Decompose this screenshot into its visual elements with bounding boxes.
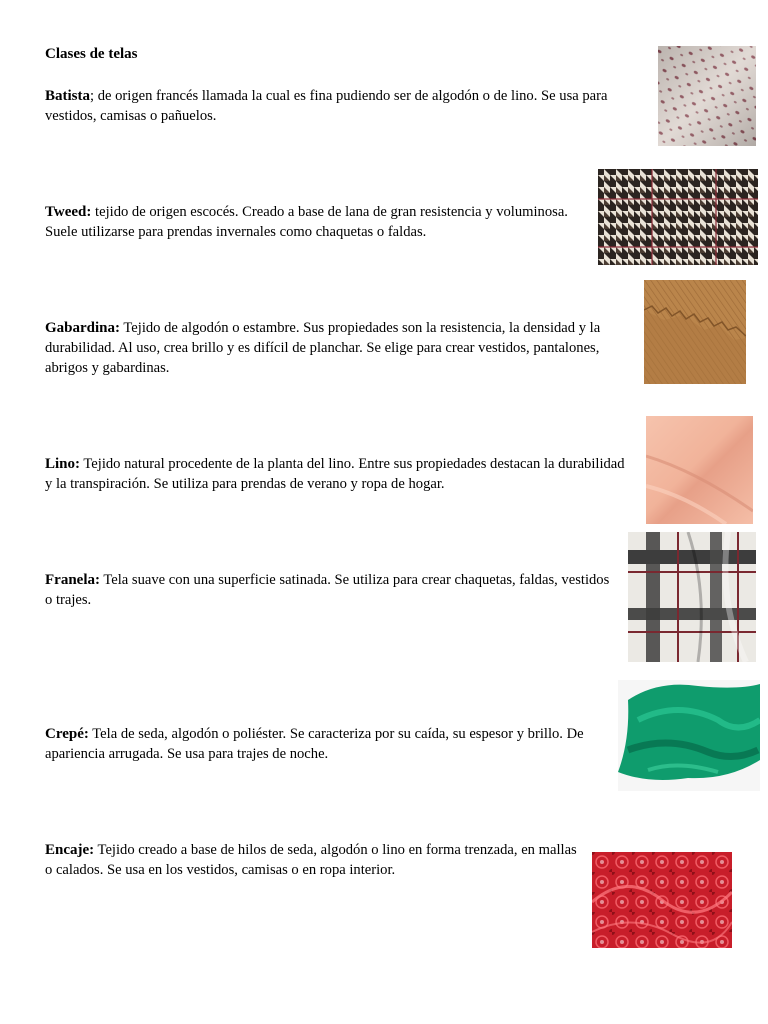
fabric-term: Tweed: xyxy=(45,204,92,220)
page-title: Clases de telas xyxy=(45,46,138,62)
fabric-description: Tejido creado a base de hilos de seda, algodón o lino en forma trenzada, en mallas o calados. Se usa en los vestidos, camisas o en ropa interior. xyxy=(45,842,577,878)
fabric-term: Lino: xyxy=(45,456,81,472)
lace-fabric-image xyxy=(592,852,732,948)
fabric-term: Franela: xyxy=(45,572,100,588)
fabric-description: de origen francés llamada la cual es fina pudiendo ser de algodón o de lino. Se usa para vestidos, camisas o pañuelos. xyxy=(45,88,608,124)
fabric-description: Tela de seda, algodón o poliéster. Se caracteriza por su caída, su espesor y brillo. De apariencia arrugada. Se usa para trajes de noche. xyxy=(45,726,584,762)
fabric-term: Encaje: xyxy=(45,842,95,858)
fabric-term: Gabardina: xyxy=(45,320,121,336)
batiste-fabric-image xyxy=(658,46,756,146)
crepe-fabric-image xyxy=(618,680,760,791)
fabric-entry-gabardina xyxy=(45,318,635,378)
fabric-entry-crepe xyxy=(45,724,605,764)
fabric-entry-tweed xyxy=(45,202,585,242)
fabric-entry-franela xyxy=(45,570,615,610)
flannel-fabric-image xyxy=(628,532,756,662)
fabric-description: Tela suave con una superficie satinada. Se utiliza para crear chaquetas, faldas, vestidos o trajes. xyxy=(45,572,610,608)
gabardine-fabric-image xyxy=(644,280,746,384)
fabric-entry-lino xyxy=(45,454,635,494)
fabric-term: Batista xyxy=(45,88,90,104)
fabric-description: Tejido natural procedente de la planta del lino. Entre sus propiedades destacan la durabilidad y la transpiración. Se utiliza para prendas de verano y ropa de hogar. xyxy=(45,456,625,492)
fabric-description: Tejido de algodón o estambre. Sus propiedades son la resistencia, la densidad y la durabilidad. Al uso, crea brillo y es difícil de planchar. Se elige para crear vestidos, pantalones, abrigos y gabardinas. xyxy=(45,320,601,376)
fabric-description: tejido de origen escocés. Creado a base de lana de gran resistencia y voluminosa. Suele utilizarse para prendas invernales como chaquetas o faldas. xyxy=(45,204,568,240)
fabric-term: Crepé: xyxy=(45,726,89,742)
fabric-entry-encaje xyxy=(45,840,585,880)
linen-fabric-image xyxy=(646,416,753,524)
fabric-entry-batista: Batista; de origen francés llamada la cual es fina pudiendo ser de algodón o de lino. Se usa para vestidos, camisas o pañuelos. xyxy=(45,88,608,124)
tweed-fabric-image xyxy=(598,169,758,265)
